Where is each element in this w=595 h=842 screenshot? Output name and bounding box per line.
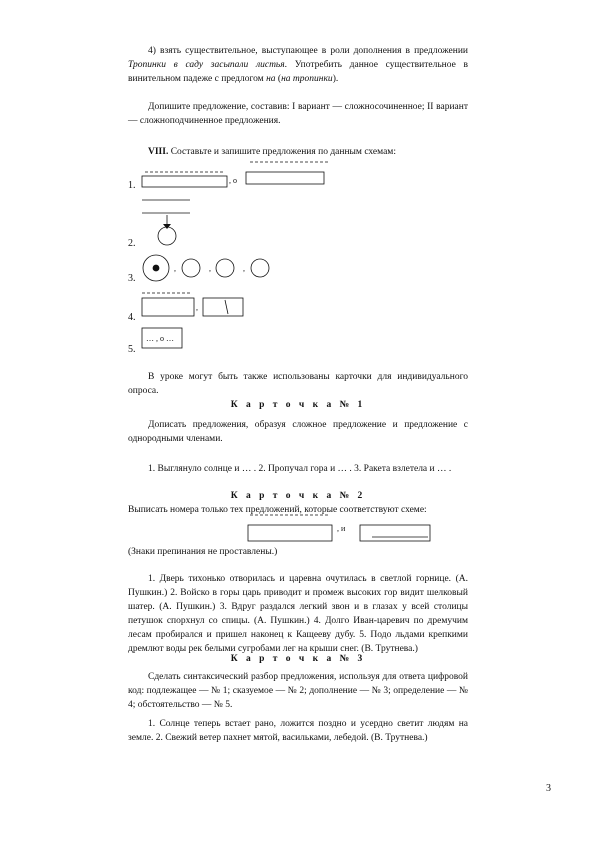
svg-text:,: ,: [209, 264, 211, 273]
item-4-text: 4) взять существительное, выступающее в роли дополнения в предложении: [148, 46, 468, 56]
item-4-text-2: . Употребить данное существительное в винительном падеже с предлогом: [128, 60, 468, 84]
scheme-5-text: … , о …: [146, 334, 174, 343]
card-1-title: К а р т о ч к а № 1: [230, 400, 366, 410]
card-2-title: К а р т о ч к а № 2: [230, 491, 366, 501]
card-1-task: Дописать предложения, образуя сложное предложение и предложение с однородными членами.: [128, 420, 468, 444]
item-4-text-4: ).: [332, 74, 339, 84]
card-2-note: (Знаки препинания не проставлены.): [128, 547, 278, 557]
scheme-2: [143, 255, 269, 281]
section-8-text: Составьте и запишите предложения по данным схемам:: [168, 147, 396, 157]
svg-text:,: ,: [174, 264, 176, 273]
scheme-label-4: 4.: [128, 312, 136, 323]
scheme-4: [142, 293, 243, 316]
scheme-5: [142, 328, 182, 348]
example-sentence: Тропинки в саду засыпали листья: [128, 60, 285, 70]
preposition-phrase: на тропинки: [281, 74, 333, 84]
preposition: на: [266, 74, 276, 84]
scheme-1: [142, 162, 330, 245]
scheme-label-5: 5.: [128, 344, 136, 355]
compose-paragraph: Допишите предложение, составив: I вариант — сложносочиненное; II вариант — сложноподчиненное предложения.: [128, 102, 468, 126]
svg-text:,: ,: [196, 303, 198, 312]
svg-text:, о: , о: [229, 176, 237, 185]
card-3-sentences: 1. Солнце теперь встает рано, ложится поздно и усердно светит людям на земле. 2. Свежий ветер пахнет мятой, васильками, лебедой. (В. Трутнева.): [128, 719, 468, 743]
item-4-text-3: (: [275, 74, 282, 84]
scheme-label-1: 1.: [128, 180, 136, 191]
section-8-number: VIII.: [148, 147, 169, 157]
scheme-label-2: 2.: [128, 238, 136, 249]
card-3-title: К а р т о ч к а № 3: [230, 654, 366, 664]
card-2-sentences: 1. Дверь тихонько отворилась и царевна очутилась в светлой горнице. (А. Пушкин.) 2. Войско в горы царь приводит и промеж высоких гор видит шелковый шатер. (А. Пушкин.) 3. Вдруг раздался легкий звон и в глазах у всей столицы петушок спорхнул со спицы. (А. Пушкин.) 4. Долго Иван-царевич по дремучим лесам пробирался и пришел наконец к Кащееву дубу. 5. Подо льдами крепкими дремлют воды рек белыми сугробами лег на крыши снег. (В. Трутнева.): [128, 574, 468, 654]
scheme-label-3: 3.: [128, 273, 136, 284]
page-number: 3: [546, 783, 551, 794]
card-2-scheme: [248, 515, 430, 541]
svg-text:,: ,: [243, 264, 245, 273]
svg-text:, и: , и: [337, 524, 346, 533]
card-1-sentences: 1. Выглянуло солнце и … . 2. Пропучал гора и … . 3. Ракета взлетела и … .: [148, 464, 452, 474]
card-3-task: Сделать синтаксический разбор предложения, используя для ответа цифровой код: подлежащее — № 1; сказуемое — № 2; дополнение — № 3; определение — № 4; обстоятельство — № 5.: [128, 672, 468, 710]
card-2-task: Выписать номера только тех предложений, которые соответствуют схеме:: [128, 505, 427, 515]
cards-intro: В уроке могут быть также использованы карточки для индивидуального опроса.: [128, 372, 468, 396]
